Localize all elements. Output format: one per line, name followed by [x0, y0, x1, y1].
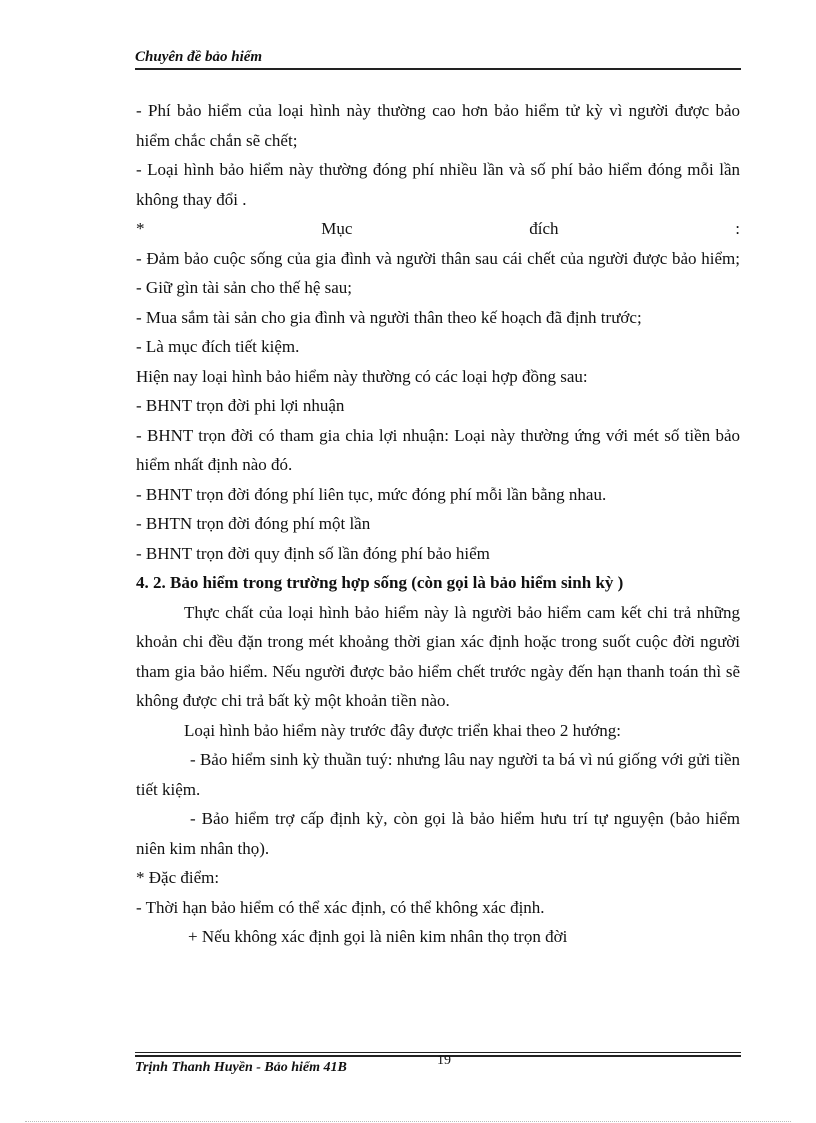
- paragraph: Loại hình bảo hiểm này trước đây được triển khai theo 2 hướng:: [184, 720, 622, 740]
- paragraph: - Loại hình bảo hiểm này thường đóng phí nhiều lần và số phí bảo hiểm đóng mỗi lần không thay đổi .: [136, 160, 740, 209]
- header-rule: [135, 68, 741, 70]
- paragraph: Hiện nay loại hình bảo hiểm này thường có các loại hợp đồng sau:: [136, 366, 588, 386]
- paragraph: - BHNT trọn đời phi lợi nhuận: [136, 396, 345, 415]
- paragraph: - Thời hạn bảo hiểm có thể xác định, có thể không xác định.: [136, 897, 545, 917]
- document-body: [136, 96, 740, 952]
- header-title: Chuyên đề bảo hiểm: [135, 49, 263, 65]
- paragraph: + Nếu không xác định gọi là niên kim nhân thọ trọn đời: [188, 927, 568, 946]
- paragraph: - Đảm bảo cuộc sống của gia đình và người thân sau cái chết của người được bảo hiểm;: [136, 248, 740, 268]
- paragraph: - BHTN trọn đời đóng phí một lần: [136, 514, 371, 533]
- paragraph: - Giữ gìn tài sản cho thế hệ sau;: [136, 278, 352, 297]
- paragraph: - Bảo hiểm trợ cấp định kỳ, còn gọi là bảo hiểm hưu trí tự nguyện (bảo hiểm niên kim nhân thọ).: [136, 809, 740, 858]
- paragraph: - BHNT trọn đời quy định số lần đóng phí bảo hiểm: [136, 543, 490, 563]
- footer-author: Trịnh Thanh Huyền - Bảo hiểm 41B: [135, 1060, 347, 1075]
- paragraph: - BHNT trọn đời có tham gia chia lợi nhuận: Loại này thường ứng với mét số tiền bảo hiểm nhất định nào đó.: [136, 425, 740, 474]
- paragraph: - Là mục đích tiết kiệm.: [136, 337, 300, 356]
- paragraph: - BHNT trọn đời đóng phí liên tục, mức đóng phí mỗi lần bằng nhau.: [136, 484, 607, 504]
- page-bottom-border: [25, 1121, 791, 1122]
- paragraph: * Đặc điểm:: [136, 868, 220, 887]
- paragraph: * Mục đích :: [136, 219, 740, 238]
- paragraph: - Mua sắm tài sản cho gia đình và người thân theo kế hoạch đã định trước;: [136, 307, 642, 327]
- paragraph: - Phí bảo hiểm của loại hình này thường cao hơn bảo hiểm tử kỳ vì người được bảo hiểm chắc chắn sẽ chết;: [136, 101, 740, 150]
- section-heading: 4. 2. Bảo hiểm trong trường hợp sống (còn gọi là bảo hiểm sinh kỳ ): [136, 573, 624, 592]
- page-number: 19: [437, 1053, 451, 1068]
- paragraph: - Bảo hiểm sinh kỳ thuần tuý: nhưng lâu nay người ta bá vì nú giống với gửi tiền tiết kiệm.: [136, 750, 740, 799]
- paragraph: Thực chất của loại hình bảo hiểm này là người bảo hiểm cam kết chi trả những khoản chi đều đặn trong mét khoảng thời gian xác định hoặc trong suốt cuộc đời người tham gia bảo hiểm. Nếu người được bảo hiểm chết trước ngày đến hạn thanh toán thì sẽ không được chi trả bất kỳ một khoản tiền nào.: [136, 602, 740, 710]
